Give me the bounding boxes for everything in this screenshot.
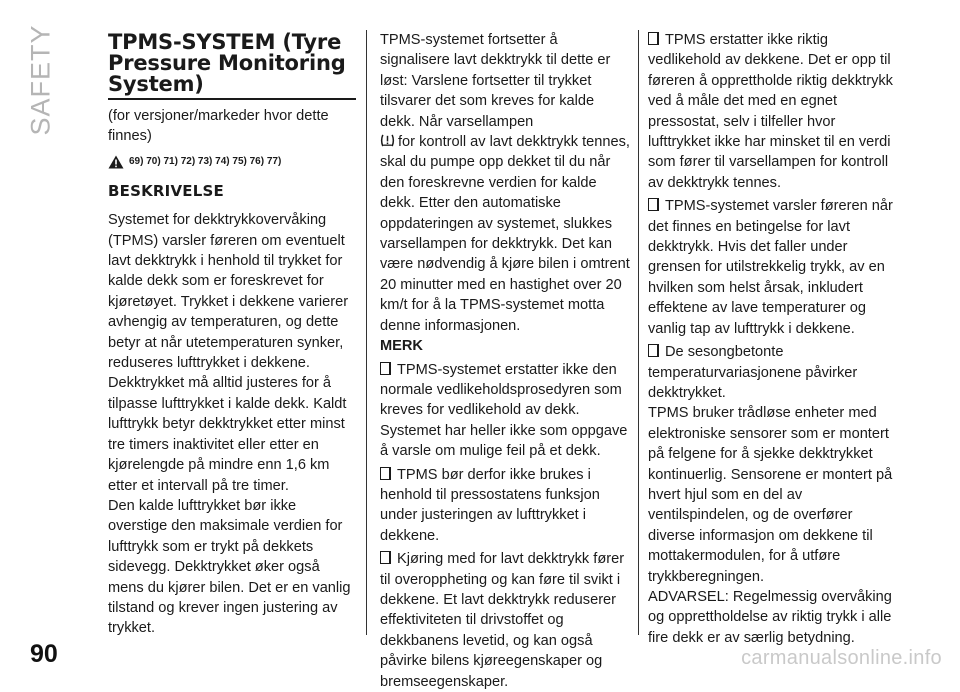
page-title: TPMS-SYSTEM (Tyre Pressure Monitoring System) [108, 32, 356, 100]
column-divider-1 [366, 30, 367, 635]
warning-references-text: 69) 70) 71) 72) 73) 74) 75) 76) 77) [129, 155, 282, 167]
tyre-pressure-warning-icon [380, 133, 395, 148]
note-item-text: TPMS bør derfor ikke brukes i henhold til pressostatens funksjon under justeringen av lufttrykket i dekkene. [380, 466, 600, 544]
page-number: 90 [30, 640, 58, 668]
warning-references [108, 154, 356, 170]
section-side-label-text: SAFETY [25, 24, 56, 136]
note-item [380, 549, 630, 692]
warning-triangle-icon [108, 155, 124, 169]
note-item [380, 360, 630, 462]
note-heading: MERK [380, 338, 423, 355]
paragraph: TPMS bruker trådløse enheter med elektroniske sensorer som er montert på felgene for å sjekke dekktrykket kontinuerlig. Sensorene er montert på hvert hjul som en del av ventilspindelen, og de overfører diverse informasjon om dekkene til mottakermodulen, for å utføre trykkberegningen. [648, 405, 893, 585]
column-1 [108, 30, 356, 639]
note-item [648, 342, 898, 403]
square-bullet-icon [380, 551, 391, 564]
note-item [380, 465, 630, 547]
paragraph-text: TPMS-systemet fortsetter å signalisere lavt dekktrykk til dette er løst: Varslene fortsetter til trykket tilsvarer det som kreves for kalde dekk. Når varsellampen [380, 32, 611, 130]
watermark: carmanualsonline.info [741, 647, 942, 669]
column-divider-2 [638, 30, 639, 635]
paragraph: Dekktrykket må alltid justeres for å tilpasse lufttrykket i kalde dekk. Kaldt lufttrykk betyr dekktrykket etter minst tre timers inaktivitet eller etter en kjørelengde på mindre enn 1,6 km etter et intervall på tre timer. [108, 375, 347, 494]
note-item-text: Kjøring med for lavt dekktrykk fører til overoppheting og kan føre til svikt i dekkene. Et lavt dekktrykk reduserer effektiviteten til drivstoffet og dekkbanens levetid, og kan også påvirke bilens kjøreegenskaper og bremseegenskaper. [380, 551, 625, 690]
square-bullet-icon [380, 467, 391, 480]
note-item-text: De sesongbetonte temperaturvariasjonene påvirker dekktrykket. [648, 344, 858, 401]
paragraph: Den kalde lufttrykket bør ikke overstige den maksimale verdien for lufttrykk som er trykt på dekkets sidevegg. Dekktrykket øker også mens du kjører bilen. Det er en vanlig tilstand og krever ingen justering av trykket. [108, 497, 351, 637]
section-side-label [25, 24, 57, 136]
square-bullet-icon [648, 344, 659, 357]
column-3 [648, 30, 898, 648]
paragraph-text: for kontroll av lavt dekktrykk tennes, skal du pumpe opp dekket til du når den foreskrevne verdien for kalde dekk. Etter den automatiske oppdateringen av systemet, slukkes varsellampen for dekktrykk. Det kan være nødvendig å kjøre bilen i omtrent 20 minutter med en hastighet over 20 km/t for å la TPMS-systemet motta denne informasjonen. [380, 134, 630, 334]
note-item [648, 196, 898, 339]
square-bullet-icon [648, 32, 659, 45]
column-2 [380, 30, 630, 692]
note-item-text: TPMS-systemet erstatter ikke den normale vedlikeholdsprosedyren som kreves for vedlikehold av dekk. Systemet har heller ikke som oppgave å varsle om mulige feil på et dekk. [380, 361, 628, 460]
paragraph: Systemet for dekktrykkovervåking (TPMS) varsler føreren om eventuelt lavt dekktrykk i henhold til trykket for kalde dekk som er foreskrevet for kjøretøyet. Trykket i dekkene varierer avhengig av temperaturen, og dette betyr at når utetemperaturen synker, reduseres lufttrykket i dekkene. [108, 212, 349, 372]
paragraph: ADVARSEL: Regelmessig overvåking og opprettholdelse av riktig trykk i alle fire dekk er av særlig betydning. [648, 588, 892, 646]
paragraph [380, 30, 630, 336]
note-item [648, 30, 898, 193]
note-item-text: TPMS-systemet varsler føreren når det finnes en betingelse for lavt dekktrykk. Hvis det faller under grensen for utilstrekkelig trykk, av en hvilken som helst årsak, inkludert effektene av lave temperaturer og vanlig tap av lufttrykk i dekkene. [648, 198, 893, 337]
section-heading: BESKRIVELSE [108, 181, 224, 200]
square-bullet-icon [380, 362, 391, 375]
square-bullet-icon [648, 198, 659, 211]
note-item-text: TPMS erstatter ikke riktig vedlikehold av dekkene. Det er opp til føreren å opprettholde riktig dekktrykk ved å måle det med en egnet pressostat, selv i tilfeller hvor lufttrykket ikke har minsket til en verdi som fører til varsellampen for kontroll av dekktrykk tennes. [648, 32, 893, 191]
page-subtitle: (for versjoner/markeder hvor dette finnes) [108, 108, 329, 145]
